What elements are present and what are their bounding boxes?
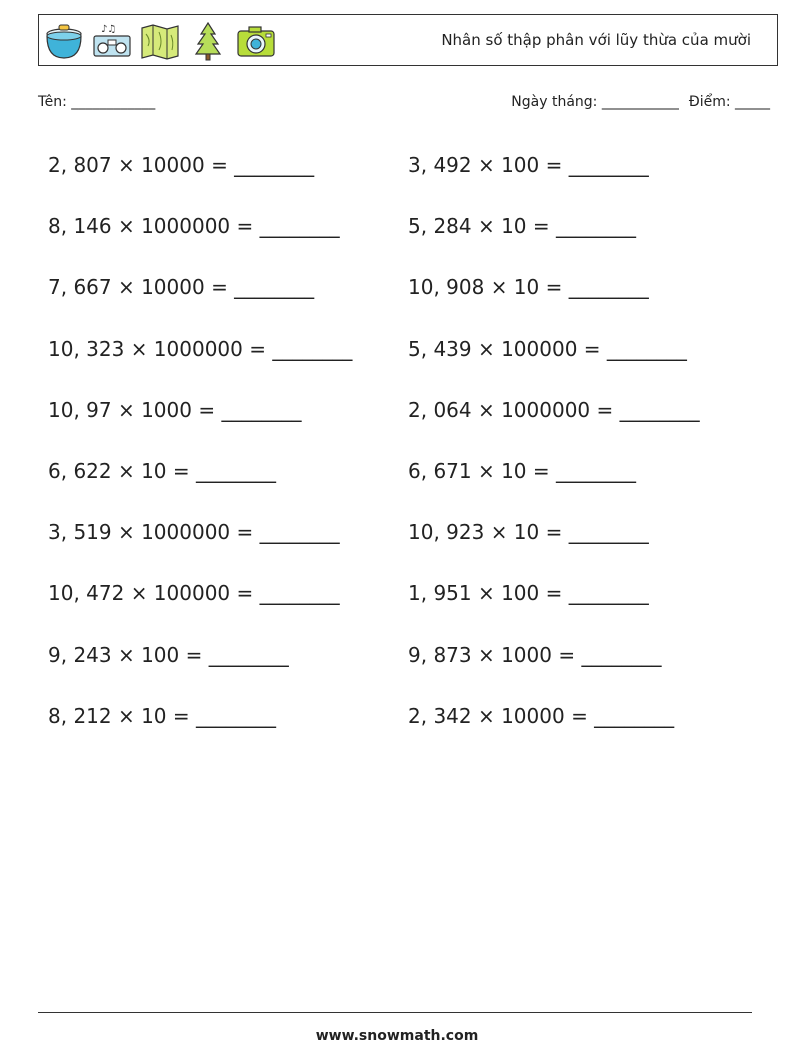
problem-item: 7, 667 × 10000 = ________ [48, 275, 315, 300]
problem-item: 5, 284 × 10 = ________ [408, 214, 637, 239]
header-icons [43, 19, 277, 63]
map-icon [139, 20, 181, 62]
name-field: Tên: ____________ [38, 94, 156, 110]
worksheet-header [38, 14, 778, 66]
problem-item: 3, 519 × 1000000 = ________ [48, 520, 340, 545]
problem-item: 2, 064 × 1000000 = ________ [408, 397, 700, 422]
problem-row [48, 330, 768, 391]
problem-row [48, 574, 768, 635]
problem-row [48, 268, 768, 329]
problem-item: 10, 97 × 1000 = ________ [48, 397, 302, 422]
problem-item: 3, 492 × 100 = ________ [408, 153, 649, 177]
problem-row [48, 391, 768, 452]
score-field: Điểm: _____ [688, 94, 770, 110]
problem-row [48, 207, 768, 268]
worksheet-title: Nhân số thập phân với lũy thừa của mười [441, 31, 751, 49]
footer-divider [38, 1012, 752, 1013]
problem-item: 9, 243 × 100 = ________ [48, 642, 289, 667]
camera-icon [235, 20, 277, 62]
problem-item: 5, 439 × 100000 = ________ [408, 336, 687, 361]
problem-item: 2, 342 × 10000 = ________ [408, 703, 675, 728]
problem-item: 8, 146 × 1000000 = ________ [48, 214, 340, 239]
problem-item: 9, 873 × 1000 = ________ [408, 642, 662, 667]
problem-item: 8, 212 × 10 = ________ [48, 703, 277, 728]
pot-icon [43, 20, 85, 62]
problem-row [48, 636, 768, 697]
problem-item: 10, 472 × 100000 = ________ [48, 581, 340, 606]
problem-item: 6, 671 × 10 = ________ [408, 458, 637, 483]
footer-url: www.snowmath.com [315, 1028, 479, 1044]
tree-icon [187, 20, 229, 62]
problem-item: 2, 807 × 10000 = ________ [48, 153, 315, 177]
problem-item: 1, 951 × 100 = ________ [408, 581, 649, 606]
problem-item: 10, 323 × 1000000 = ________ [48, 336, 353, 361]
problem-item: 10, 923 × 10 = ________ [408, 520, 649, 545]
date-score-fields [511, 94, 770, 110]
problem-row [48, 452, 768, 513]
problem-grid [48, 146, 768, 758]
problem-row [48, 513, 768, 574]
problem-row [48, 697, 768, 758]
radio-icon [91, 20, 133, 62]
problem-item: 10, 908 × 10 = ________ [408, 275, 649, 300]
svg-text:♪♫: ♪♫ [101, 24, 117, 35]
problem-row [48, 146, 768, 207]
problem-item: 6, 622 × 10 = ________ [48, 458, 277, 483]
date-field: Ngày tháng: ___________ [511, 94, 679, 110]
